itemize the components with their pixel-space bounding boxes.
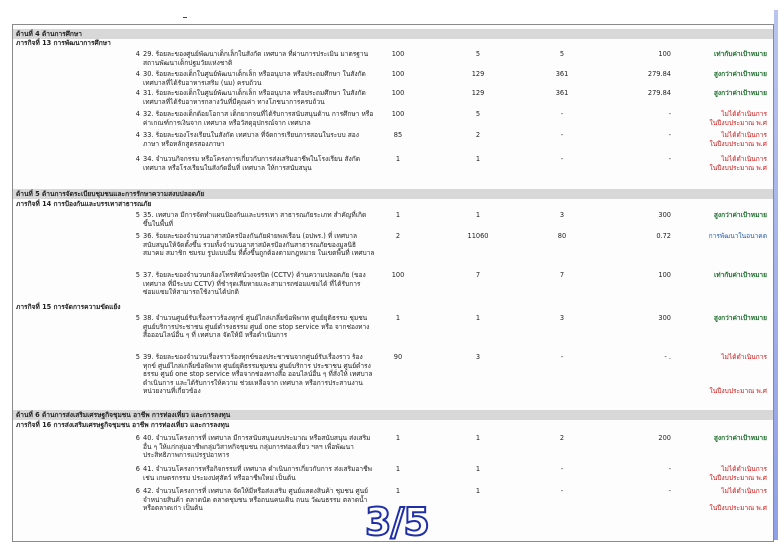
top-mark [183, 17, 187, 18]
row-text: ร้อยละของโรงเรียนในสังกัด เทศบาล ที่จัดการเรียนการสอนในระบบ สองภาษา หรือหลักสูตรสองภาษา [143, 131, 359, 148]
target-value: 1 [395, 487, 401, 495]
status-text: ไม่ได้ดำเนินการ [721, 487, 767, 495]
status-text: ไม่ได้ดำเนินการ [721, 155, 767, 163]
value-1: 129 [471, 89, 485, 97]
status-note: ในปีงบประมาณ พ.ศ [709, 473, 767, 482]
status-text: เท่ากับค่าเป้าหมาย [714, 271, 767, 279]
value-1: 2 [475, 131, 481, 139]
status-note: ในปีงบประมาณ พ.ศ [709, 139, 767, 148]
status-text: สูงกว่าค่าเป้าหมาย [713, 314, 767, 322]
row-text: ร้อยละของเด็กในศูนย์พัฒนาเด็กเล็ก หรืออนุบาล หรือประถมศึกษา ในสังกัด เทศบาลที่ได้รับอาหารเสริม (นม) ครบถ้วน [143, 70, 366, 87]
row-index: 5 [135, 353, 140, 361]
row-text: ร้อยละของศูนย์พัฒนาเด็กเล็กในสังกัด เทศบาล ที่ผ่านการประเมิน มาตรฐานสถานพัฒนาเด็กปฐมวัยแห่งชาติ [143, 50, 369, 67]
row-text: ร้อยละของจำนวนกล้องโทรทัศน์วงจรปิด (CCTV) ด้านความปลอดภัย (ของ เทศบาล ที่มีระบบ CCTV) ที่ชำรุดเสียหายและสามารถซ่อมแซมได้ ที่ได้รับการซ่อมแซมให้สามารถใช้งานได้ปกติ [143, 271, 366, 297]
row-index: 6 [135, 434, 140, 442]
value-3: 200 [658, 434, 671, 442]
target-value: 1 [395, 211, 401, 219]
row-text: ร้อยละของจำนวนอาสาสมัครป้องกันภัยฝ่ายพลเรือน (อปพร.) ที่ เทศบาล สนับสนุนให้จัดตั้งขึ้น รวมทั้งจำนวนอาสาสมัครป้องกันสาธารณภัยของมูลนิธิ สมาคม สมาชิก ชมรม รูปแบบอื่น ที่ตั้งขึ้นถูกต้องตามกฎหมาย ในเขตพื้นที่ เทศบาล [143, 232, 375, 258]
status-text: ไม่ได้ดำเนินการ [721, 353, 767, 361]
value-1: 5 [475, 50, 481, 58]
row-code: 34. [143, 155, 154, 163]
value-2: - [560, 465, 564, 473]
scan-edge [774, 10, 778, 540]
row-text: ร้อยละของจำนวนเรื่องราวร้องทุกข์ของประชาชนจากศูนย์รับเรื่องราว ร้องทุกข์ ศูนย์ไกล่เกลี่ยข้อพิพาท ศูนย์ยุติธรรมชุมชน ศูนย์บริการ ประชาชน ศูนย์ดำรงธรรม ศูนย์ one stop service หรือจากช่องทางสื่อ ออนไลน์อื่น ๆ ที่สั่งให้ เทศบาล ดำเนินการ และได้รับการให้ความ ช่วยเหลือจาก เทศบาล หรือการประสานงานหน่วยงานที่เกี่ยวข้อง [143, 353, 373, 396]
value-1: 3 [475, 353, 481, 361]
status-text: การพัฒนาในอนาคต [708, 232, 767, 240]
value-3: - [668, 465, 671, 473]
row-code: 37. [143, 271, 154, 279]
status-text: ไม่ได้ดำเนินการ [721, 465, 767, 473]
value-2: 361 [555, 89, 569, 97]
value-1: 1 [475, 211, 481, 219]
section-header: ด้านที่ 6 ด้านการส่งเสริมเศรษฐกิจชุมชน อาชีพ การท่องเที่ยว และการลงทุน [13, 410, 773, 420]
value-1: 1 [475, 434, 481, 442]
target-value: 100 [391, 70, 405, 78]
row-index: 6 [135, 487, 140, 495]
row-text: จำนวนโครงการหรือกิจกรรมที่ เทศบาล ดำเนินการเกี่ยวกับการ ส่งเสริมอาชีพ เช่น เกษตรกรรม ประมงปศุสัตว์ หรืออาชีพใหม่ เป็นต้น [143, 465, 372, 482]
value-2: 361 [555, 70, 569, 78]
row-code: 31. [143, 89, 154, 97]
target-value: 100 [391, 89, 405, 97]
status-text: ไม่ได้ดำเนินการ [721, 110, 767, 118]
value-1: 1 [475, 465, 481, 473]
row-code: 30. [143, 70, 154, 78]
target-value: 100 [391, 50, 405, 58]
status-note: ในปีงบประมาณ พ.ศ [709, 163, 767, 172]
value-3: - [668, 131, 671, 139]
value-3: 279.84 [647, 89, 671, 97]
value-1: 129 [471, 70, 485, 78]
row-code: 32. [143, 110, 154, 118]
value-2: - [560, 353, 564, 361]
status-text: เท่ากับค่าเป้าหมาย [714, 50, 767, 58]
mission-header: ภารกิจที่ 14 การป้องกันและบรรเทาสาธารณภัย [16, 200, 152, 208]
row-index: 4 [135, 131, 140, 139]
row-index: 5 [135, 314, 140, 322]
row-code: 35. [143, 211, 154, 219]
value-1: 7 [475, 271, 481, 279]
value-2: 5 [559, 50, 565, 58]
value-2: - [560, 131, 564, 139]
value-3: 0.72 [656, 232, 671, 240]
mission-header: ภารกิจที่ 15 การจัดการความขัดแย้ง [16, 303, 121, 311]
row-index: 5 [135, 211, 140, 219]
value-2: - [560, 110, 564, 118]
row-text: เทศบาล มีการจัดทำแผนป้องกันและบรรเทา สาธารณภัยระเภท สำคัญที่เกิดขึ้นในพื้นที่ [143, 211, 367, 228]
value-1: 1 [475, 314, 481, 322]
row-code: 41. [143, 465, 154, 473]
page-number-watermark: 3/5 [365, 500, 429, 544]
row-index: 5 [135, 232, 140, 240]
row-text: ร้อยละของเด็กในศูนย์พัฒนาเด็กเล็ก หรืออนุบาล หรือประถมศึกษา ในสังกัด เทศบาลที่ได้รับอาหารกลางวันที่มีคุณค่า ทางโภชนาการครบถ้วน [143, 89, 366, 106]
status-text: ไม่ได้ดำเนินการ [721, 131, 767, 139]
value-3: 100 [658, 50, 671, 58]
target-value: 2 [395, 232, 401, 240]
value-3: - [668, 155, 671, 163]
value-3: 300 [658, 211, 671, 219]
value-1: 11060 [467, 232, 489, 240]
value-2: 2 [559, 434, 565, 442]
target-value: 1 [395, 434, 401, 442]
row-code: 29. [143, 50, 154, 58]
row-text: จำนวนกิจกรรม หรือโครงการเกี่ยวกับการส่งเสริมอาชีพในโรงเรียน สังกัด เทศบาล หรือโรงเรียนในสังกัดอื่นที่ เทศบาล ให้การสนับสนุน [143, 155, 360, 172]
value-2: - [560, 487, 564, 495]
value-3: 300 [658, 314, 671, 322]
value-3: 100 [658, 271, 671, 279]
value-3: - [668, 110, 671, 118]
value-2: 3 [559, 211, 565, 219]
status-note: ในปีงบประมาณ พ.ศ [709, 118, 767, 127]
section-header: ด้านที่ 4 ด้านการศึกษา [13, 29, 773, 39]
value-2: 3 [559, 314, 565, 322]
row-index: 4 [135, 110, 140, 118]
status-note: ในปีงบประมาณ พ.ศ [709, 387, 767, 396]
target-value: 1 [395, 314, 401, 322]
status-text: สูงกว่าค่าเป้าหมาย [713, 211, 767, 219]
status-text: สูงกว่าค่าเป้าหมาย [713, 434, 767, 442]
row-code: 42. [143, 487, 154, 495]
row-text: จำนวนโครงการที่ เทศบาล มีการสนับสนุนงบประมาณ หรือสนับสนุน ส่งเสริมอื่น ๆ ให้แก่กลุ่มอาชีพกลุ่มวิสาหกิจชุมชน กลุ่มการท่องเที่ยว ฯลฯ เพื่อพัฒนาประสิทธิภาพการแปรรูปอาหาร [143, 434, 371, 460]
row-text: จำนวนศูนย์รับเรื่องราวร้องทุกข์ ศูนย์ไกล่เกลี่ยข้อพิพาท ศูนย์ยุติธรรม ชุมชน ศูนย์บริการประชาชน ศูนย์ดำรงธรรม ศูนย์ one stop service หรือ จากช่องทางสื่อออนไลน์อื่น ๆ ที่ เทศบาล จัดให้มี หรือดำเนินการ [143, 314, 370, 340]
row-index: 4 [135, 70, 140, 78]
target-value: 90 [393, 353, 403, 361]
value-1: 1 [475, 487, 481, 495]
value-3: - . [664, 353, 671, 361]
row-code: 33. [143, 131, 154, 139]
value-1: 5 [475, 110, 481, 118]
value-1: 1 [475, 155, 481, 163]
row-index: 6 [135, 465, 140, 473]
mission-header: ภารกิจที่ 16 การส่งเสริมเศรษฐกิจชุมชน อาชีพ การท่องเที่ยว และการลงทุน [16, 421, 230, 429]
row-code: 36. [143, 232, 154, 240]
row-code: 38. [143, 314, 154, 322]
row-code: 40. [143, 434, 154, 442]
value-2: 80 [557, 232, 567, 240]
row-text: จำนวนโครงการที่ เทศบาล จัดให้มีหรือส่งเสริม ศูนย์แสดงสินค้า ชุมชน ศูนย์จำหน่ายสินค้า ตลาดนัด ตลาดชุมชน หรือถนนคนเดิน ถนน วัฒนธรรม ตลาดน้ำ หรือตลาดเก่า เป็นต้น [143, 487, 369, 513]
target-value: 100 [391, 110, 405, 118]
mission-header: ภารกิจที่ 13 การพัฒนาการศึกษา [16, 39, 111, 47]
value-3: - [668, 487, 671, 495]
row-text: ร้อยละของเด็กด้อยโอกาส เด็กยากจนที่ได้รับการสนับสนุนด้าน การศึกษา หรือค่าเกณฑ์การเงินจาก เทศบาล หรือวัสดุอุปกรณ์จาก เทศบาล [143, 110, 374, 127]
value-3: 279.84 [647, 70, 671, 78]
row-index: 5 [135, 271, 140, 279]
section-header: ด้านที่ 5 ด้านการจัดระเบียบชุมชนและการรักษาความสงบปลอดภัย [13, 189, 773, 199]
target-value: 1 [395, 465, 401, 473]
status-text: สูงกว่าค่าเป้าหมาย [713, 70, 767, 78]
value-2: - [560, 155, 564, 163]
row-index: 4 [135, 50, 140, 58]
status-note: ในปีงบประมาณ พ.ศ [709, 504, 767, 513]
document-page [12, 24, 774, 542]
status-text: สูงกว่าค่าเป้าหมาย [713, 89, 767, 97]
value-2: 7 [559, 271, 565, 279]
row-index: 4 [135, 155, 140, 163]
row-index: 4 [135, 89, 140, 97]
target-value: 85 [393, 131, 403, 139]
target-value: 1 [395, 155, 401, 163]
target-value: 100 [391, 271, 405, 279]
row-code: 39. [143, 353, 154, 361]
